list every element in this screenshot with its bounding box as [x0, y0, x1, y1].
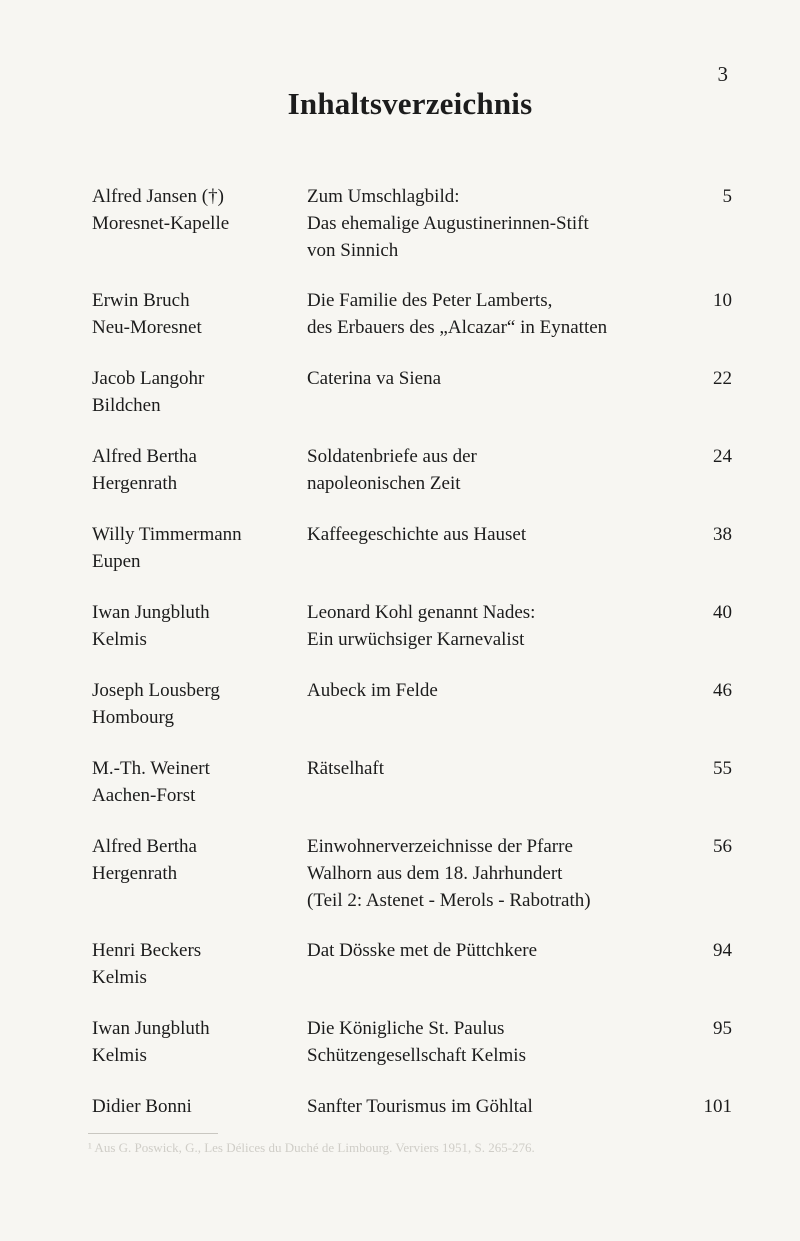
toc-title-line: Die Königliche St. Paulus	[307, 1018, 505, 1039]
toc-author-line: Hombourg	[92, 707, 174, 728]
toc-title-line: Walhorn aus dem 18. Jahrhundert	[307, 863, 563, 884]
toc-title-line: Schützengesellschaft Kelmis	[307, 1045, 526, 1066]
toc-title-line: Aubeck im Felde	[307, 680, 438, 701]
toc-title-line: Das ehemalige Augustinerinnen-Stift	[307, 213, 589, 234]
toc-page-number: 22	[713, 368, 732, 389]
toc-page-number: 101	[703, 1096, 732, 1117]
toc-author-line: Alfred Bertha	[92, 836, 197, 857]
footnote: ¹ Aus G. Poswick, G., Les Délices du Duché de Limbourg. Verviers 1951, S. 265-276.	[88, 1140, 535, 1155]
toc-title-line: Einwohnerverzeichnisse der Pfarre	[307, 836, 573, 857]
toc-page-number: 94	[713, 940, 732, 961]
toc-title	[307, 365, 687, 392]
toc-author	[92, 183, 307, 237]
toc-author-line: Jacob Langohr	[92, 368, 205, 389]
toc-title-line: Ein urwüchsiger Karnevalist	[307, 629, 525, 650]
toc-author-line: Didier Bonni	[92, 1096, 192, 1117]
toc-page-number: 24	[713, 446, 732, 467]
toc-title-line: napoleonischen Zeit	[307, 473, 461, 494]
toc-author-line: Iwan Jungbluth	[92, 1018, 210, 1039]
toc-author	[92, 287, 307, 341]
toc-title	[307, 599, 687, 653]
toc-title	[307, 937, 687, 964]
toc-author	[92, 755, 307, 809]
toc-title	[307, 677, 687, 704]
toc-page-number: 10	[713, 290, 732, 311]
toc-author	[92, 521, 307, 575]
toc-title-line: von Sinnich	[307, 240, 399, 261]
toc-author	[92, 1093, 307, 1120]
toc-page-number: 5	[722, 186, 732, 207]
toc-author-line: Alfred Jansen (†)	[92, 186, 224, 207]
toc-title-line: Soldatenbriefe aus der	[307, 446, 477, 467]
toc-title	[307, 1093, 687, 1120]
toc-title-line: des Erbauers des „Alcazar“ in Eynatten	[307, 317, 608, 338]
toc-author	[92, 365, 307, 419]
toc-title-line: (Teil 2: Astenet - Merols - Rabotrath)	[307, 890, 591, 911]
toc-title-line: Rätselhaft	[307, 758, 385, 779]
toc-author-line: Kelmis	[92, 967, 147, 988]
page-number: 3	[717, 62, 728, 86]
toc-author-line: Hergenrath	[92, 863, 178, 884]
toc-title	[307, 287, 687, 341]
toc-author-line: Kelmis	[92, 629, 147, 650]
toc-author-line: Hergenrath	[92, 473, 178, 494]
toc-author-line: Aachen-Forst	[92, 785, 196, 806]
toc-title-line: Leonard Kohl genannt Nades:	[307, 602, 536, 623]
toc-author-line: Bildchen	[92, 395, 161, 416]
toc-author-line: Erwin Bruch	[92, 290, 190, 311]
toc-title	[307, 521, 687, 548]
toc-title-line: Kaffeegeschichte aus Hauset	[307, 524, 527, 545]
toc-author	[92, 937, 307, 991]
toc-author-line: M.-Th. Weinert	[92, 758, 210, 779]
toc-author-line: Joseph Lousberg	[92, 680, 220, 701]
toc-page-number: 56	[713, 836, 732, 857]
toc-author-line: Eupen	[92, 551, 141, 572]
toc-author-line: Alfred Bertha	[92, 446, 197, 467]
toc-author	[92, 1015, 307, 1069]
toc-title	[307, 443, 687, 497]
toc-page-number: 38	[713, 524, 732, 545]
footnote-divider	[88, 1133, 218, 1134]
toc-page-number: 46	[713, 680, 732, 701]
toc-author-line: Kelmis	[92, 1045, 147, 1066]
toc-author-line: Henri Beckers	[92, 940, 202, 961]
toc-title	[307, 755, 687, 782]
toc-author	[92, 677, 307, 731]
toc-author	[92, 599, 307, 653]
toc-title-line: Zum Umschlagbild:	[307, 186, 460, 207]
toc-author	[92, 833, 307, 887]
page-title: Inhaltsverzeichnis	[287, 86, 533, 121]
toc-author	[92, 443, 307, 497]
toc-author-line: Iwan Jungbluth	[92, 602, 210, 623]
toc-author-line: Willy Timmermann	[92, 524, 242, 545]
toc-page-number: 40	[713, 602, 732, 623]
toc-title	[307, 183, 687, 264]
toc-title-line: Dat Dösske met de Püttchkere	[307, 940, 538, 961]
toc-page-number: 95	[713, 1018, 732, 1039]
toc-author-line: Moresnet-Kapelle	[92, 213, 230, 234]
toc-title-line: Die Familie des Peter Lamberts,	[307, 290, 553, 311]
toc-title	[307, 833, 687, 914]
toc-title-line: Caterina va Siena	[307, 368, 442, 389]
toc-author-line: Neu-Moresnet	[92, 317, 202, 338]
toc-title-line: Sanfter Tourismus im Göhltal	[307, 1096, 533, 1117]
toc-title	[307, 1015, 687, 1069]
toc-page-number: 55	[713, 758, 732, 779]
